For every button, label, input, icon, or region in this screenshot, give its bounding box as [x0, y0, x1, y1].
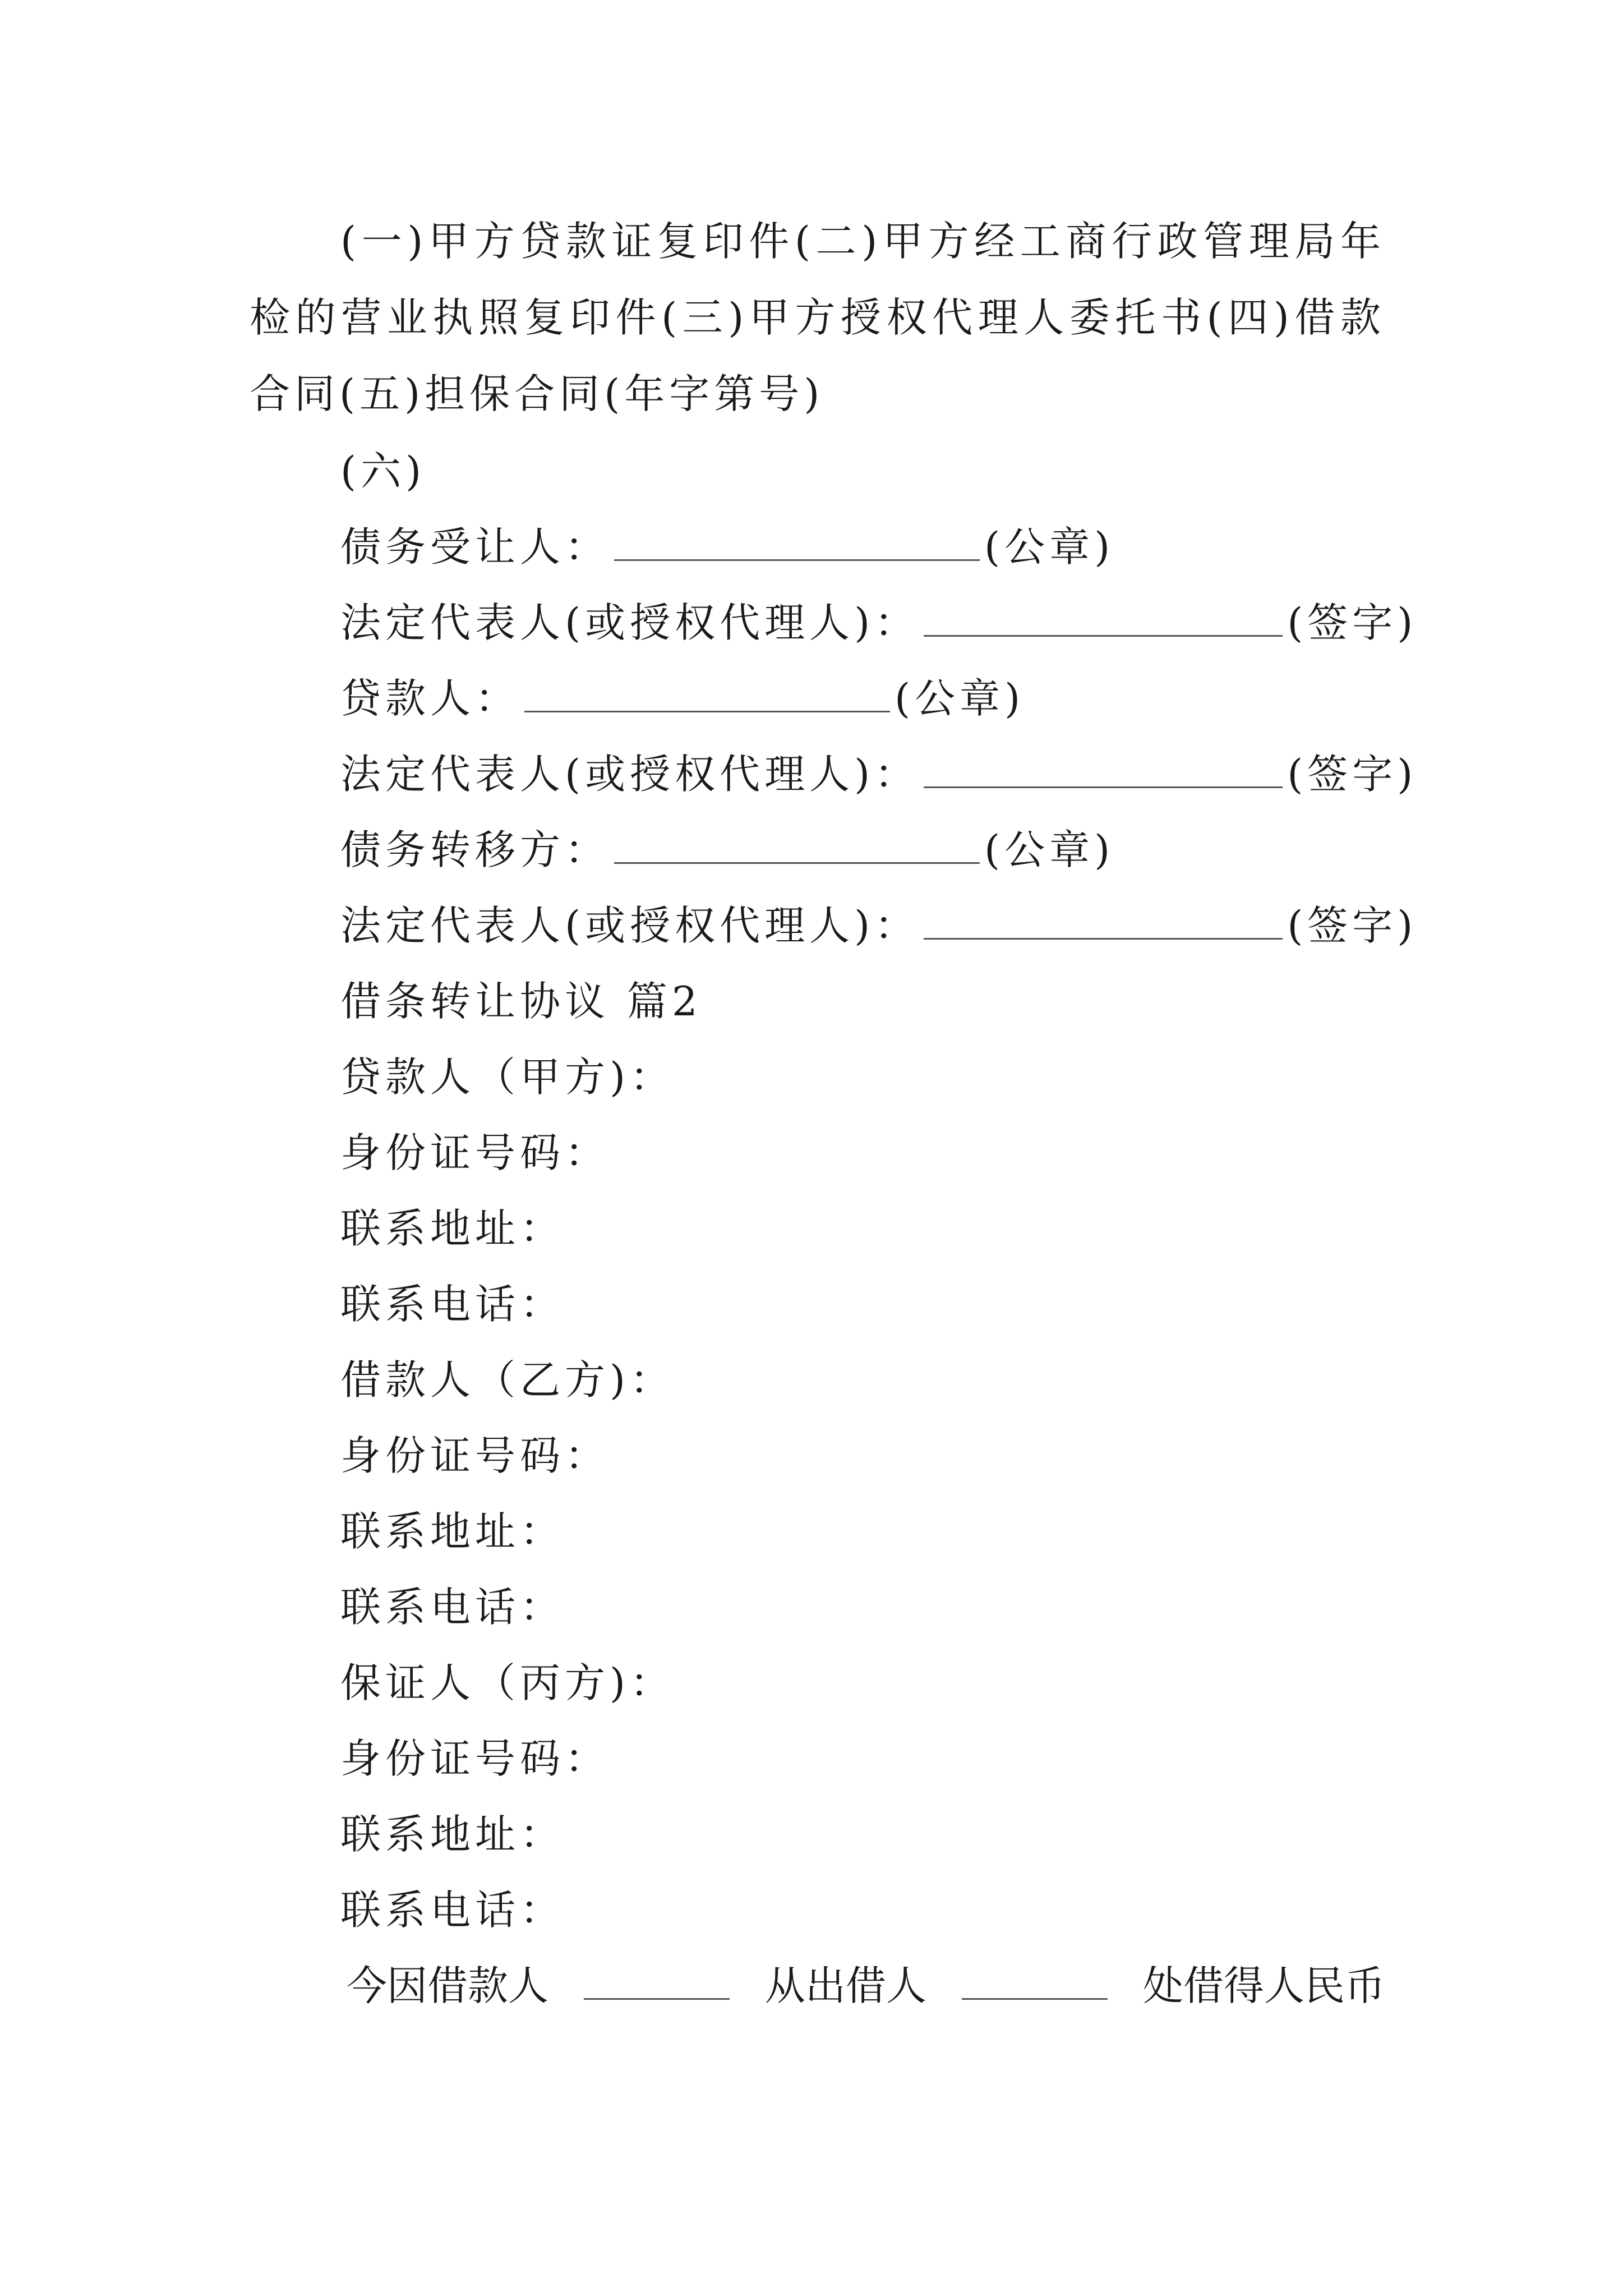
loan-text-part: 今因借款人	[347, 1962, 549, 2009]
loan-statement-line	[347, 1958, 1385, 2014]
signature-line-lender	[340, 670, 1025, 726]
party-line: 联系地址：	[340, 1811, 565, 1858]
signature-blank	[924, 752, 1283, 788]
signature-line-debt-transferor	[340, 822, 1114, 878]
party-line: 联系电话：	[340, 1887, 565, 1934]
signature-suffix: (签字)	[1287, 902, 1418, 949]
signature-suffix: (签字)	[1287, 751, 1418, 798]
signature-line-legal-rep	[340, 898, 1417, 954]
signature-blank	[924, 600, 1283, 637]
party-line: 联系地址：	[340, 1205, 565, 1252]
signature-label: 债务受让人：	[340, 523, 610, 570]
party-line: 身份证号码：	[340, 1735, 610, 1782]
signature-blank	[614, 827, 980, 864]
borrower-blank	[584, 1963, 730, 2000]
attachment-list-paragraph: (一)甲方贷款证复印件(二)甲方经工商行政管理局年检的营业执照复印件(三)甲方授权代理人委托书(四)借款合同(五)担保合同(年字第号)	[250, 218, 1385, 417]
signature-label: 法定代表人(或授权代理人)：	[340, 599, 920, 646]
signature-line-debt-assignee	[340, 519, 1114, 575]
signature-blank	[524, 676, 890, 712]
signature-suffix: (签字)	[1287, 599, 1418, 646]
signature-line-legal-rep	[340, 595, 1417, 651]
party-line: 贷款人（甲方)：	[340, 1053, 675, 1101]
signature-label: 法定代表人(或授权代理人)：	[340, 751, 920, 798]
party-line: 保证人（丙方)：	[340, 1659, 675, 1706]
signature-blank	[924, 903, 1283, 940]
signature-label: 法定代表人(或授权代理人)：	[340, 902, 920, 949]
lender-blank	[962, 1963, 1108, 2000]
item-six: (六)	[340, 448, 426, 495]
party-line: 借款人（乙方)：	[340, 1356, 675, 1404]
signature-blank	[614, 524, 980, 561]
party-line: 联系电话：	[340, 1281, 565, 1328]
signature-label: 债务转移方：	[340, 826, 610, 873]
signature-suffix: (公章)	[895, 675, 1025, 722]
party-line: 身份证号码：	[340, 1432, 610, 1479]
party-line: 身份证号码：	[340, 1129, 610, 1176]
signature-suffix: (公章)	[984, 826, 1115, 873]
loan-text-part: 处借得人民币	[1142, 1962, 1385, 2009]
party-line: 联系地址：	[340, 1508, 565, 1555]
signature-label: 贷款人：	[340, 675, 520, 722]
signature-suffix: (公章)	[984, 523, 1115, 570]
party-line: 联系电话：	[340, 1584, 565, 1631]
loan-text-part: 从出借人	[764, 1962, 926, 2009]
section-title: 借条转让协议 篇2	[340, 978, 702, 1025]
signature-line-legal-rep	[340, 746, 1417, 802]
